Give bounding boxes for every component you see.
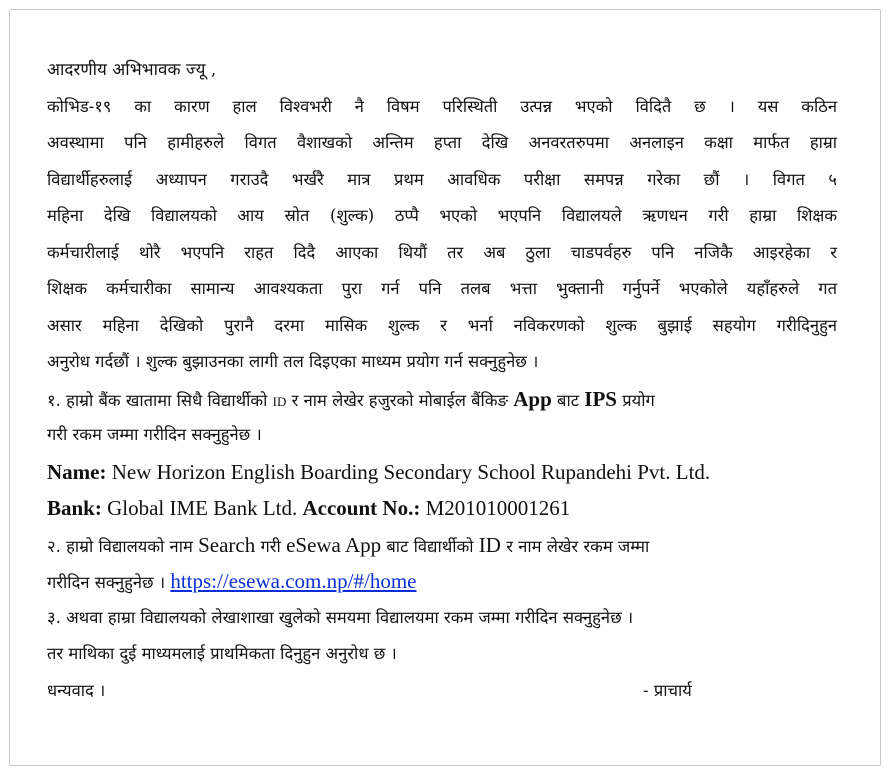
paragraph-line: महिना देखि विद्यालयको आय स्रोत (शुल्क) ठप्पै भएको भएपनि विद्यालयले ऋणधन गरी हाम्रा शिक्षक xyxy=(47,206,837,225)
account-name-value: New Horizon English Boarding Secondary School Rupandehi Pvt. Ltd. xyxy=(111,459,711,484)
paragraph-line: अनुरोध गर्दछौं । शुल्क बुझाउनका लागी तल दिइएका माध्यम प्रयोग गर्न सक्नुहुनेछ । xyxy=(47,352,539,371)
option-text: १. हाम्रो बैंक खातामा सिधै विद्यार्थीको xyxy=(47,390,268,410)
account-number-label: Account No.: xyxy=(302,496,421,520)
esewa-app-term: eSewa App xyxy=(286,532,382,557)
payment-option-bank-line2: गरी रकम जम्मा गरीदिन सक्नुहुनेछ । xyxy=(47,425,262,444)
paragraph-intro xyxy=(47,89,837,381)
app-term: App xyxy=(513,386,552,411)
paragraph-line: असार महिना देखिको पुरानै दरमा मासिक शुल्क र भर्ना नविकरणको शुल्क बुझाई सहयोग गरीदिनुहुन xyxy=(47,315,837,335)
account-name-row xyxy=(47,454,837,491)
option-text: २. हाम्रो विद्यालयको नाम xyxy=(47,536,193,556)
id-term: ID xyxy=(272,393,287,409)
esewa-link[interactable]: https://esewa.com.np/#/home xyxy=(170,569,417,593)
account-name-label: Name: xyxy=(47,459,107,484)
payment-option-esewa-line1 xyxy=(47,527,837,564)
bank-row xyxy=(47,490,837,527)
signoff-row xyxy=(47,673,837,710)
bank-value: Global IME Bank Ltd. xyxy=(107,496,298,520)
letter-body xyxy=(47,52,837,709)
paragraph-line: अवस्थामा पनि हामीहरुले विगत वैशाखको अन्तिम हप्ता देखि अनवरतरुपमा अनलाइन कक्षा मार्फत हाम्रा xyxy=(47,133,837,152)
option-text: र नाम लेखेर रकम जम्मा xyxy=(506,536,650,556)
signature-text: - प्राचार्य xyxy=(643,680,692,700)
id-term: ID xyxy=(478,532,501,557)
paragraph-line: विद्यार्थीहरुलाई अध्यापन गराउदै भर्खरै मात्र प्रथम आवधिक परीक्षा समपन्न गरेका छौं । विगत ५ xyxy=(47,169,837,189)
option-text: बाट xyxy=(557,390,580,410)
payment-option-bank-line1 xyxy=(47,381,837,418)
search-term: Search xyxy=(198,532,256,557)
option-text: र नाम लेखेर हजुरको मोबाईल बैंकिङ xyxy=(291,390,508,410)
option-text: प्रयोग xyxy=(622,390,655,410)
ips-term: IPS xyxy=(584,386,617,411)
account-number-value: M201010001261 xyxy=(425,496,571,520)
payment-option-office-line2: तर माथिका दुई माध्यमलाई प्राथमिकता दिनुहुन अनुरोध छ । xyxy=(47,644,397,663)
paragraph-line: कर्मचारीलाई थोरै भएपनि राहत दिदै आएका थियौं तर अब ठुला चाडपर्वहरु पनि नजिकै आइरहेका र xyxy=(47,242,837,262)
closing-text: धन्यवाद । xyxy=(47,680,106,700)
payment-option-office-line1: ३. अथवा हाम्रा विद्यालयको लेखाशाखा खुलेको समयमा विद्यालयमा रकम जम्मा गरीदिन सक्नुहुनेछ । xyxy=(47,607,634,627)
payment-option-esewa-line2 xyxy=(47,563,837,600)
bank-label: Bank: xyxy=(47,496,102,520)
paragraph-line: शिक्षक कर्मचारीका सामान्य आवश्यकता पुरा गर्न पनि तलब भत्ता भुक्तानी गर्नुपर्ने भएकोले यहाँहरुले गत xyxy=(47,279,837,298)
paragraph-line: कोभिड-१९ का कारण हाल विश्वभरी नै विषम परिस्थिती उत्पन्न भएको विदितै छ । यस कठिन xyxy=(47,96,837,116)
option-text: गरी xyxy=(260,536,281,556)
option-text: गरीदिन सक्नुहुनेछ । xyxy=(47,573,166,592)
salutation: आदरणीय अभिभावक ज्यू , xyxy=(47,60,217,80)
option-text: बाट विद्यार्थीको xyxy=(386,536,474,556)
